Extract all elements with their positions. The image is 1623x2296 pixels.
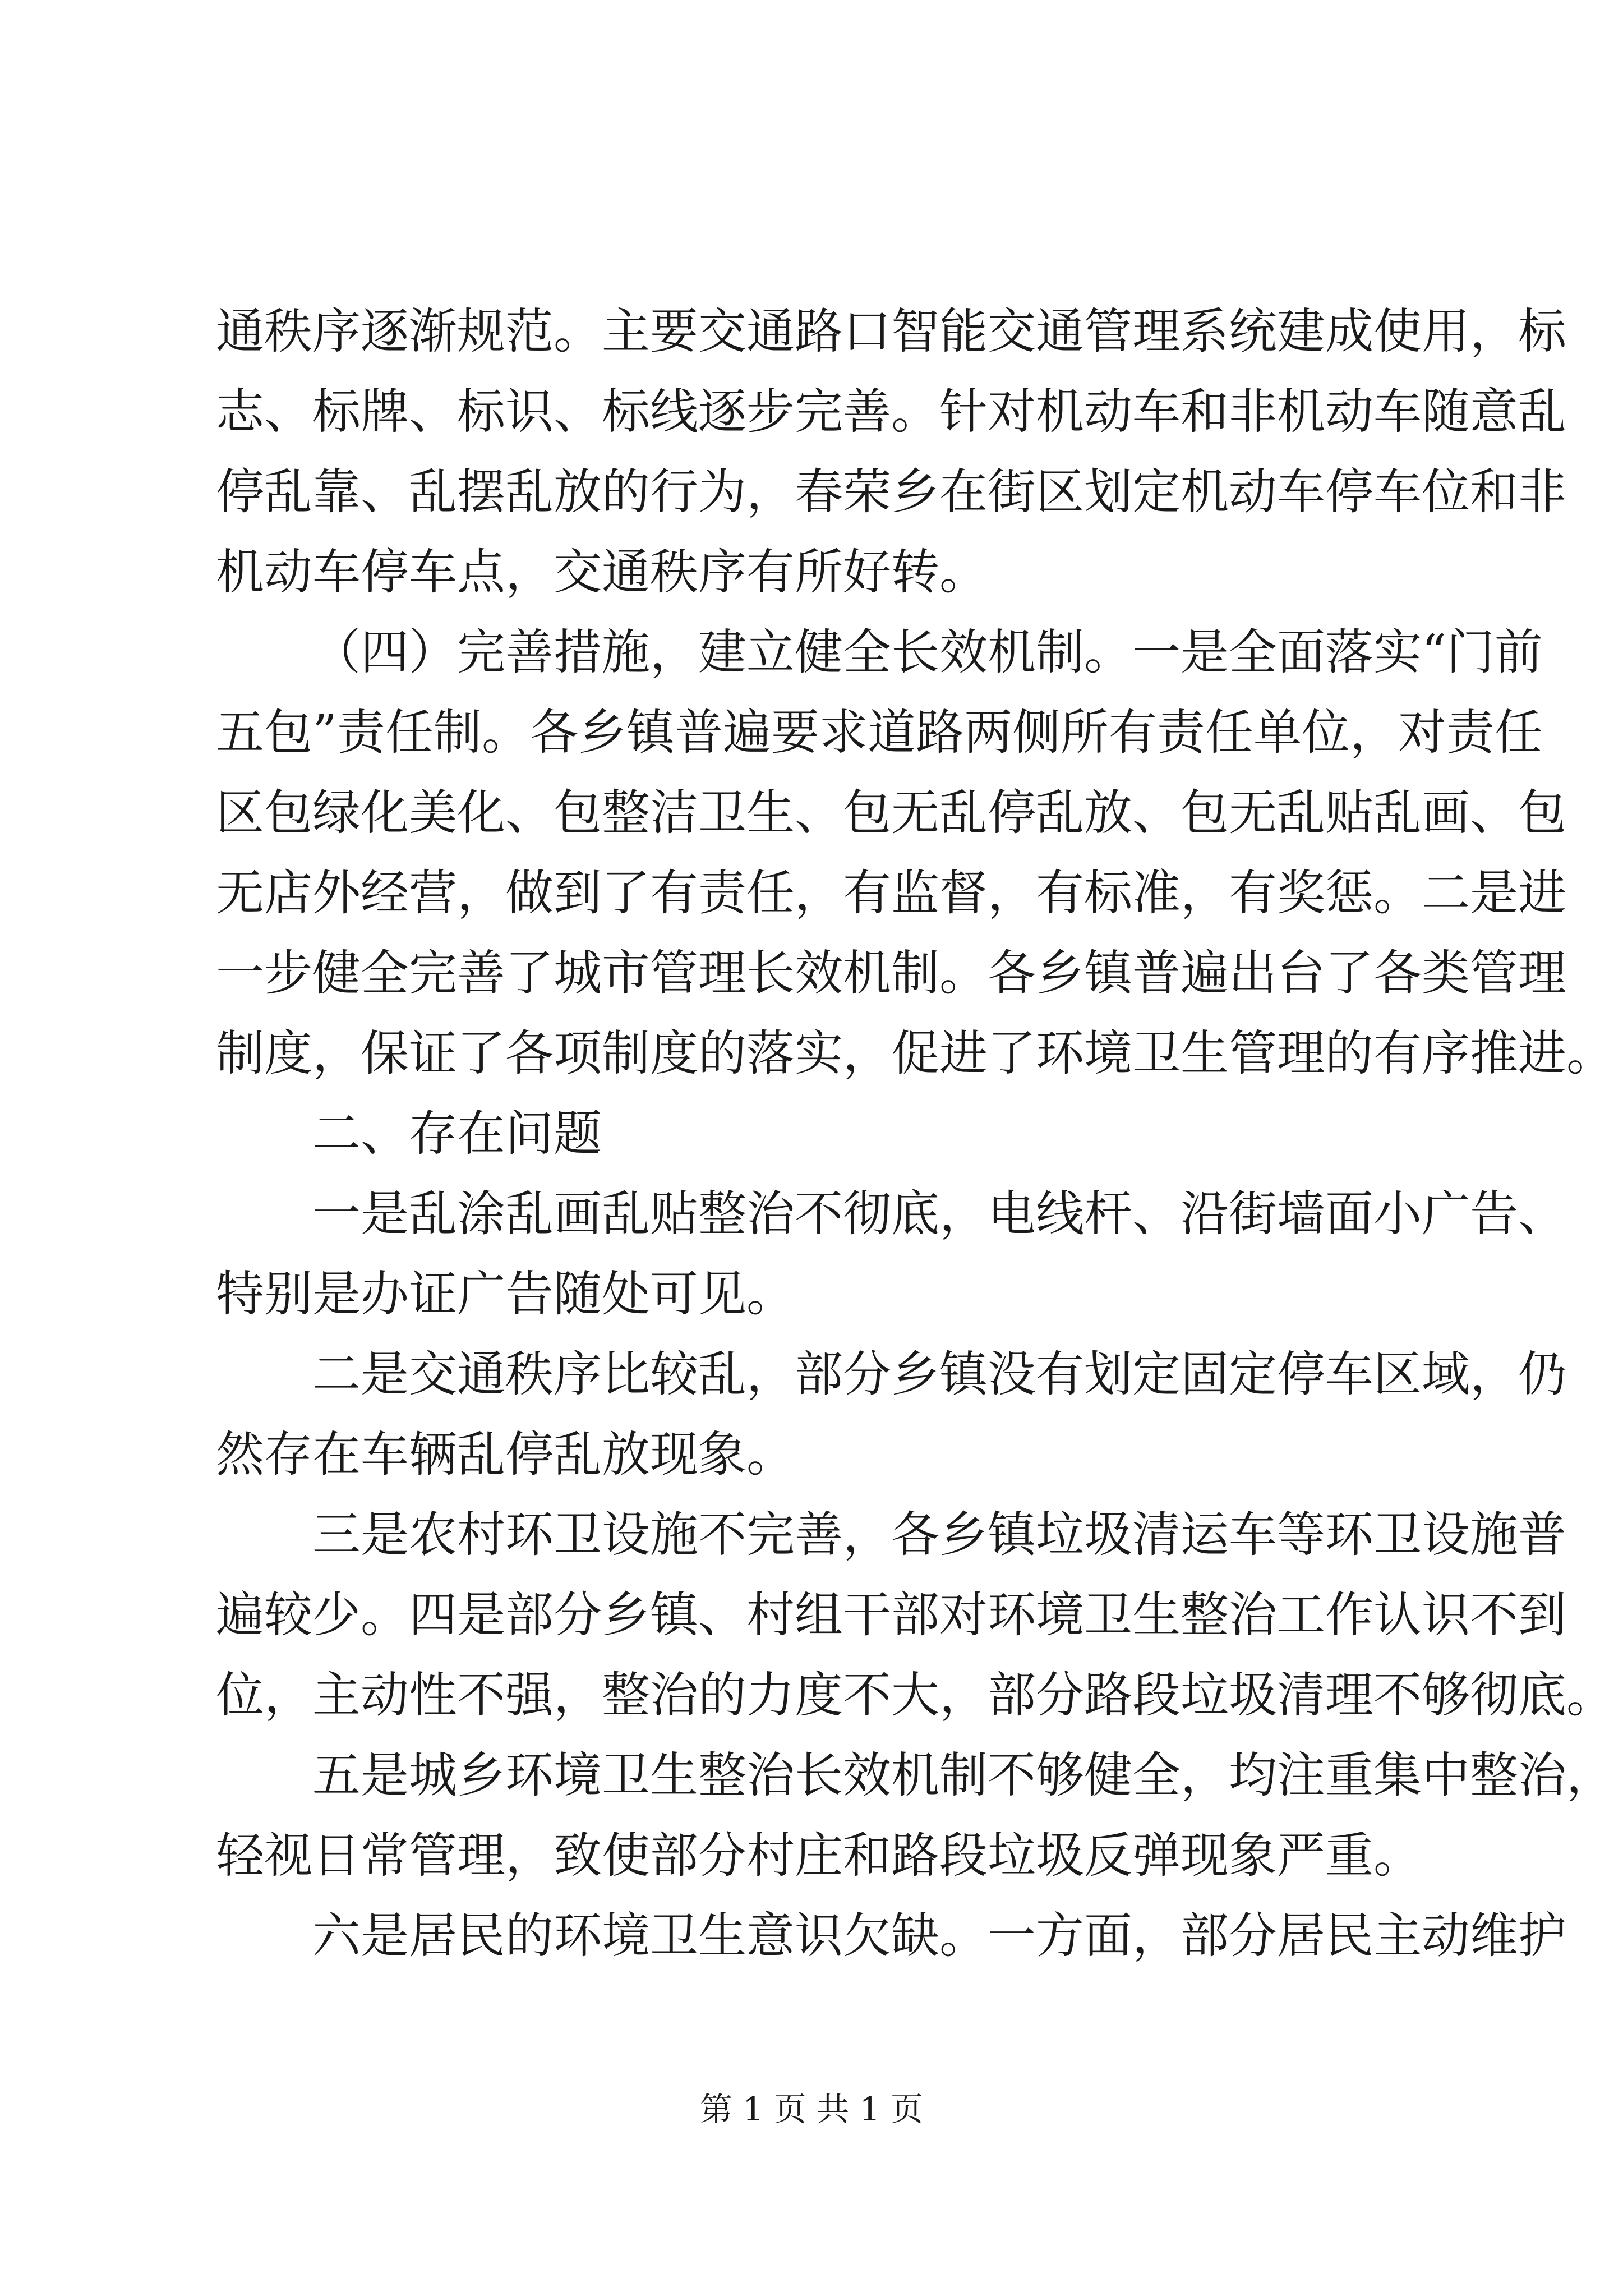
text-line: 位，主动性不强，整治的力度不大，部分路段垃圾清理不够彻底。 bbox=[216, 1667, 1615, 1723]
text-line: 五是城乡环境卫生整治长效机制不够健全，均注重集中整治， bbox=[312, 1747, 1615, 1803]
text-line: 制度，保证了各项制度的落实，促进了环境卫生管理的有序推进。 bbox=[216, 1025, 1615, 1082]
text-line: 区包绿化美化、包整洁卫生、包无乱停乱放、包无乱贴乱画、包 bbox=[216, 785, 1566, 841]
text-line: 然存在车辆乱停乱放现象。 bbox=[216, 1427, 795, 1483]
text-line: 一步健全完善了城市管理长效机制。各乡镇普遍出台了各类管理 bbox=[216, 945, 1566, 1001]
text-line: 机动车停车点，交通秩序有所好转。 bbox=[216, 544, 988, 600]
document-body bbox=[216, 292, 1615, 1976]
text-line: 轻视日常管理，致使部分村庄和路段垃圾反弹现象严重。 bbox=[216, 1828, 1422, 1884]
page-footer: 第 1 页 共 1 页 bbox=[700, 2090, 923, 2128]
text-line: 六是居民的环境卫生意识欠缺。一方面，部分居民主动维护 bbox=[312, 1908, 1566, 1964]
text-line: 二、存在问题 bbox=[312, 1106, 602, 1162]
text-line: 通秩序逐渐规范。主要交通路口智能交通管理系统建成使用，标 bbox=[216, 303, 1566, 360]
text-line: 一是乱涂乱画乱贴整治不彻底，电线杆、沿街墙面小广告、 bbox=[312, 1186, 1566, 1242]
text-line: 遍较少。四是部分乡镇、村组干部对环境卫生整治工作认识不到 bbox=[216, 1587, 1566, 1643]
text-line: （四）完善措施，建立健全长效机制。一是全面落实“门前 bbox=[312, 624, 1543, 680]
text-line: 二是交通秩序比较乱，部分乡镇没有划定固定停车区域，仍 bbox=[312, 1346, 1566, 1402]
text-line: 特别是办证广告随处可见。 bbox=[216, 1266, 795, 1322]
text-line: 三是农村环卫设施不完善，各乡镇垃圾清运车等环卫设施普 bbox=[312, 1507, 1566, 1563]
text-line: 五包”责任制。各乡镇普遍要求道路两侧所有责任单位，对责任 bbox=[216, 705, 1543, 761]
text-line: 无店外经营，做到了有责任，有监督，有标准，有奖惩。二是进 bbox=[216, 865, 1566, 921]
text-line: 志、标牌、标识、标线逐步完善。针对机动车和非机动车随意乱 bbox=[216, 384, 1566, 440]
text-line: 停乱靠、乱摆乱放的行为，春荣乡在街区划定机动车停车位和非 bbox=[216, 464, 1566, 520]
